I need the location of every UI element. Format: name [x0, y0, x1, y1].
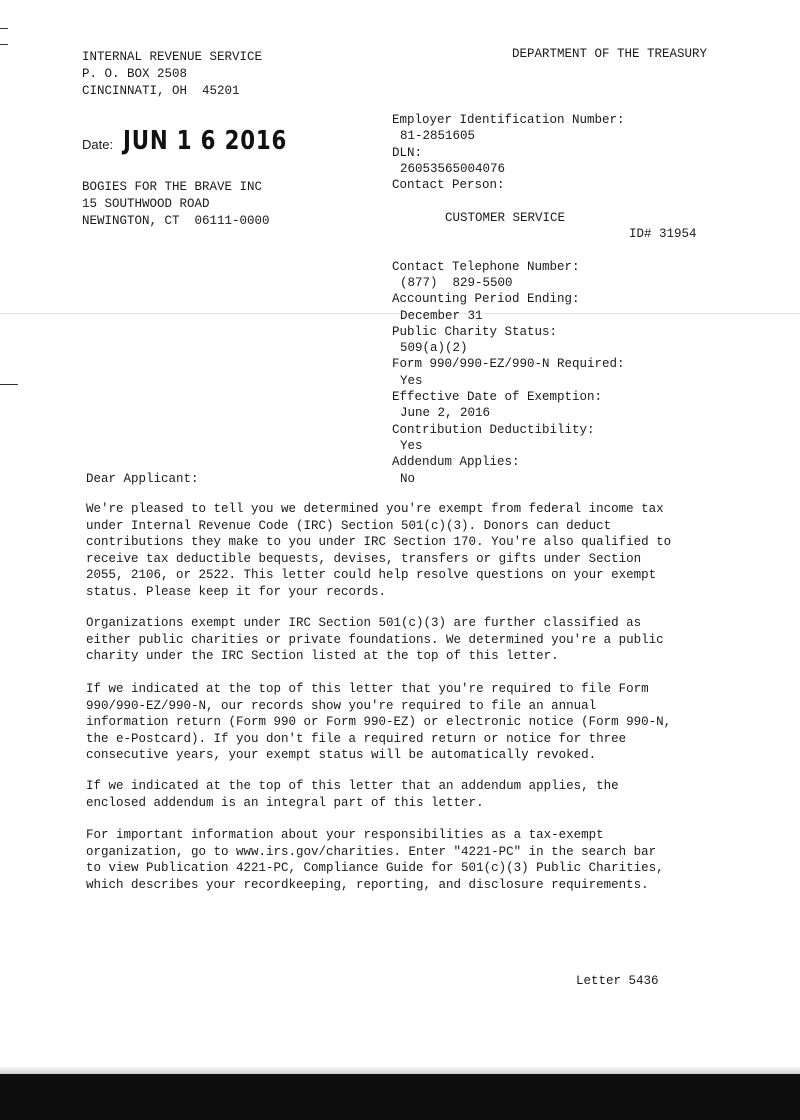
date-label: Date: — [82, 137, 114, 152]
ein-value: 81-2851605 — [400, 129, 476, 144]
paragraph-line: which describes your recordkeeping, reporting, and disclosure requirements. — [86, 877, 649, 892]
paragraph-line: under Internal Revenue Code (IRC) Section 501(c)(3). Donors can deduct — [86, 518, 612, 533]
sender-agency: INTERNAL REVENUE SERVICE — [82, 50, 263, 64]
charity-status-value: 509(a)(2) — [400, 341, 468, 356]
letter-number: Letter 5436 — [576, 974, 659, 988]
salutation: Dear Applicant: — [86, 472, 199, 486]
scan-bottom-edge — [0, 1074, 800, 1120]
paragraph-line: organization, go to www.irs.gov/charities. Enter "4221-PC" in the search bar — [86, 844, 657, 859]
paragraph-line: enclosed addendum is an integral part of this letter. — [86, 795, 484, 810]
paragraph-2 — [86, 615, 736, 665]
addendum-value: No — [400, 471, 416, 486]
paragraph-line: 990/990-EZ/990-N, our records show you're required to file an annual — [86, 698, 597, 713]
recipient-city: NEWINGTON, CT 06111-0000 — [82, 214, 270, 228]
scan-edge-mark-top — [0, 28, 8, 29]
addendum-label: Addendum Applies: — [392, 455, 520, 470]
contact-value: CUSTOMER SERVICE — [445, 210, 566, 225]
department-header: DEPARTMENT OF THE TREASURY — [512, 47, 708, 61]
scan-bottom-shadow — [0, 1066, 800, 1074]
paragraph-line: For important information about your responsibilities as a tax-exempt — [86, 828, 604, 842]
paragraph-line: consecutive years, your exempt status will be automatically revoked. — [86, 748, 597, 763]
dln-label: DLN: — [392, 145, 423, 160]
paragraph-line: receive tax deductible bequests, devises, transfers or gifts under Section — [86, 551, 642, 566]
ein-label: Employer Identification Number: — [392, 113, 625, 127]
paragraph-5 — [86, 827, 736, 893]
paragraph-1 — [86, 501, 736, 601]
date-stamp: JUN 1 6 2016 — [122, 126, 287, 156]
sender-city: CINCINNATI, OH 45201 — [82, 84, 240, 98]
period-value: December 31 — [400, 308, 483, 323]
scan-edge-mark-mid — [0, 384, 18, 385]
date-line — [82, 126, 323, 156]
contact-id: ID# 31954 — [629, 227, 697, 242]
effective-date-value: June 2, 2016 — [400, 406, 491, 421]
exemption-info-block — [392, 112, 697, 487]
paragraph-line: information return (Form 990 or Form 990-EZ) or electronic notice (Form 990-N, — [86, 715, 672, 730]
paragraph-line: status. Please keep it for your records. — [86, 584, 387, 599]
deductibility-value: Yes — [400, 438, 423, 453]
paragraph-line: Organizations exempt under IRC Section 501(c)(3) are further classified as — [86, 616, 642, 630]
paragraph-line: 2055, 2106, or 2522. This letter could help resolve questions on your exempt — [86, 568, 657, 583]
paragraph-3 — [86, 681, 736, 764]
paragraph-line: to view Publication 4221-PC, Compliance Guide for 501(c)(3) Public Charities, — [86, 861, 664, 876]
deductibility-label: Contribution Deductibility: — [392, 422, 595, 437]
charity-status-label: Public Charity Status: — [392, 324, 558, 339]
recipient-street: 15 SOUTHWOOD ROAD — [82, 197, 210, 211]
recipient-address — [82, 179, 270, 230]
paragraph-line: either public charities or private foundations. We determined you're a public — [86, 632, 664, 647]
paragraph-line: charity under the IRC Section listed at the top of this letter. — [86, 649, 559, 664]
paragraph-line: If we indicated at the top of this letter that you're required to file Form — [86, 682, 649, 696]
phone-label: Contact Telephone Number: — [392, 259, 580, 274]
form-required-label: Form 990/990-EZ/990-N Required: — [392, 357, 625, 372]
effective-date-label: Effective Date of Exemption: — [392, 390, 603, 405]
phone-value: (877) 829-5500 — [400, 275, 513, 290]
contact-row — [392, 193, 697, 258]
scan-edge-mark-top-2 — [0, 44, 8, 45]
sender-po-box: P. O. BOX 2508 — [82, 67, 188, 81]
recipient-name: BOGIES FOR THE BRAVE INC — [82, 180, 263, 194]
form-required-value: Yes — [400, 373, 423, 388]
paragraph-line: contributions they make to you under IRC Section 170. You're also qualified to — [86, 535, 672, 550]
paragraph-line: If we indicated at the top of this letter that an addendum applies, the — [86, 779, 619, 793]
sender-address — [82, 49, 262, 100]
contact-label: Contact Person: — [392, 178, 505, 193]
paragraph-line: the e-Postcard). If you don't file a required return or notice for three — [86, 731, 627, 746]
paragraph-4 — [86, 778, 736, 811]
paragraph-line: We're pleased to tell you we determined you're exempt from federal income tax — [86, 502, 664, 516]
dln-value: 26053565004076 — [400, 161, 506, 176]
period-label: Accounting Period Ending: — [392, 292, 580, 307]
